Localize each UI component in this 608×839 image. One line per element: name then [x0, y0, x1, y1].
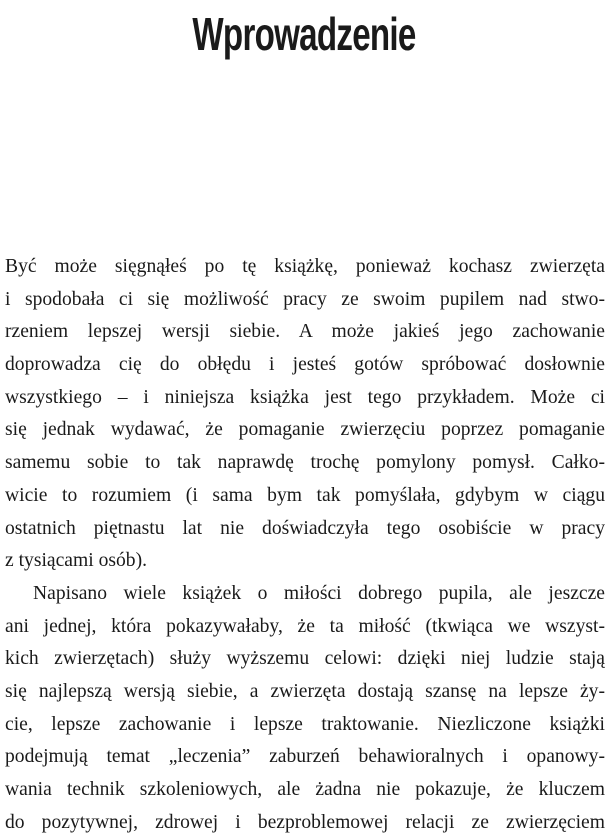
- text-line: samemu sobie to tak naprawdę trochę pomylony pomysł. Całko-: [5, 452, 605, 474]
- text-line: się najlepszą wersją siebie, a zwierzęta dostają szansę na lepsze ży-: [5, 680, 605, 702]
- text-line: Być może sięgnąłeś po tę książkę, ponieważ kochasz zwierzęta: [5, 256, 605, 277]
- text-line: się jednak wydawać, że pomaganie zwierzęciu poprzez pomaganie: [5, 419, 605, 441]
- body-text: [5, 251, 605, 839]
- text-line: kich zwierzętach) służy wyższemu celowi: dzięki niej ludzie stają: [5, 648, 605, 670]
- text-line: do pozytywnej, zdrowej i bezproblemowej relacji ze zwierzęciem: [5, 811, 605, 833]
- text-line: i spodobała ci się możliwość pracy ze swoim pupilem nad stwo-: [5, 288, 605, 310]
- text-line: rzeniem lepszej wersji siebie. A może jakieś jego zachowanie: [5, 321, 605, 343]
- text-line: doprowadza cię do obłędu i jesteś gotów spróbować dosłownie: [5, 354, 605, 376]
- text-line: wszystkiego – i niniejsza książka jest tego przykładem. Może ci: [5, 386, 605, 408]
- text-line: ostatnich piętnastu lat nie doświadczyła tego osobiście w pracy: [5, 517, 605, 539]
- text-line: cie, lepsze zachowanie i lepsze traktowanie. Niezliczone książki: [5, 713, 605, 735]
- text-line: wicie to rozumiem (i sama bym tak pomyślała, gdybym w ciągu: [5, 484, 605, 506]
- text-line: wania technik szkoleniowych, ale żadna nie pokazuje, że kluczem: [5, 779, 605, 800]
- text-line: ani jednej, która pokazywałaby, że ta miłość (tkwiąca we wszyst-: [5, 615, 605, 637]
- chapter-title: Wprowadzenie: [192, 8, 416, 60]
- paragraph: [5, 578, 605, 839]
- paragraph: [5, 251, 605, 578]
- text-line: podejmują temat „leczenia” zaburzeń behawioralnych i opanowy-: [5, 746, 605, 768]
- text-line: Napisano wiele książek o miłości dobrego pupila, ale jeszcze: [33, 582, 605, 604]
- text-line: z tysiącami osób).: [5, 550, 148, 572]
